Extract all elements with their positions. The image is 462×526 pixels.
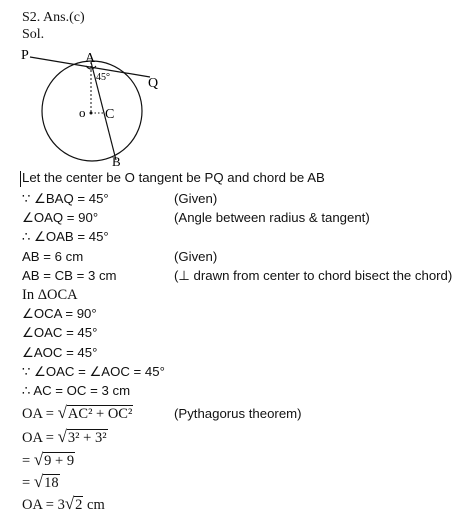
step-line: AB = 6 cm (Given) xyxy=(22,249,218,264)
label-angle: 45° xyxy=(96,72,110,83)
label-q: Q xyxy=(148,76,159,91)
intro-line: Let the center be O tangent be PQ and chord be AB xyxy=(22,170,325,185)
text-cursor xyxy=(20,171,21,187)
label-c: C xyxy=(105,107,115,122)
label-b: B xyxy=(112,154,121,169)
step-line: ∴ AC = OC = 3 cm xyxy=(22,383,131,398)
label-p: P xyxy=(21,48,29,63)
geometry-figure xyxy=(0,40,180,170)
answer-heading: S2. Ans.(c) xyxy=(22,10,85,25)
label-o: o xyxy=(79,105,86,120)
circle xyxy=(42,61,142,161)
label-a: A xyxy=(85,51,96,66)
center-point xyxy=(90,112,93,115)
step-line: ∵ ∠OAC = ∠AOC = 45° xyxy=(22,364,165,379)
formula-root18: = √18 xyxy=(22,472,59,491)
formula-oa-pythagoras: OA = √AC² + OC² (Pythagorus theorem) xyxy=(22,403,302,422)
step-line: AB = CB = 3 cm (⊥ drawn from center to chord bisect the chord) xyxy=(22,268,453,283)
formula-result: OA = 3√2 cm xyxy=(22,494,105,513)
step-line: ∠OAQ = 90° (Angle between radius & tangent) xyxy=(22,210,370,225)
step-line: ∠OAC = 45° xyxy=(22,325,98,340)
step-line: ∠AOC = 45° xyxy=(22,345,98,360)
formula-oa-substitute: OA = √3² + 3² xyxy=(22,427,107,446)
step-line: ∵ ∠BAQ = 45° (Given) xyxy=(22,191,218,206)
step-line: In ΔOCA xyxy=(22,287,78,303)
solution-label: Sol. xyxy=(22,27,45,42)
formula-sum: = √9 + 9 xyxy=(22,450,75,469)
step-line: ∠OCA = 90° xyxy=(22,306,97,321)
step-line: ∴ ∠OAB = 45° xyxy=(22,229,109,244)
